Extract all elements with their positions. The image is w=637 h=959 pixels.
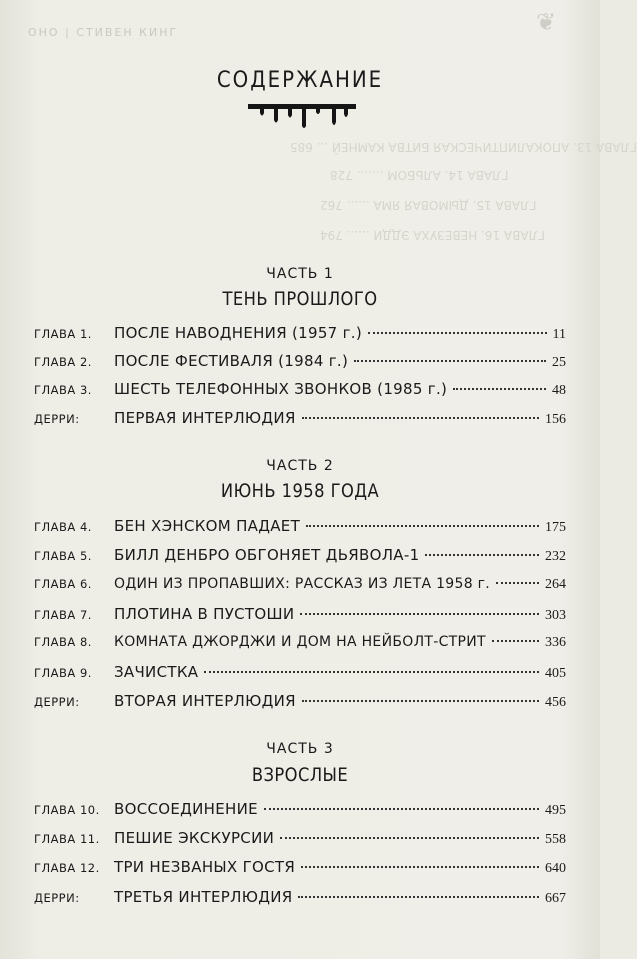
- entry-title: ЗАЧИСТКА: [114, 663, 199, 681]
- bleed-through-text: ГЛАВА 15. ДЫМОВАЯ ЯМА ...... 762: [320, 198, 537, 212]
- dot-leader: [354, 360, 546, 362]
- entry-title: ШЕСТЬ ТЕЛЕФОННЫХ ЗВОНКОВ (1985 г.): [114, 380, 448, 398]
- dot-leader: [298, 896, 539, 898]
- entry-title: ОДИН ИЗ ПРОПАВШИХ: РАССКАЗ ИЗ ЛЕТА 1958 г.: [114, 576, 491, 592]
- entry-title: КОМНАТА ДЖОРДЖИ И ДОМ НА НЕЙБОЛТ-СТРИТ: [114, 634, 486, 650]
- bleed-through-text: ГЛАВА 14. АЛЬБОМ ....... 728: [330, 168, 509, 182]
- entry-page: 232: [545, 549, 566, 564]
- entry-page: 303: [545, 608, 566, 623]
- toc-entry[interactable]: [34, 324, 566, 346]
- entry-prefix: ГЛАВА 9.: [34, 666, 92, 680]
- decorative-ornament-icon: ❦: [536, 9, 557, 36]
- entry-prefix: ГЛАВА 2.: [34, 355, 92, 369]
- dot-leader: [306, 525, 539, 527]
- entry-page: 558: [545, 832, 566, 847]
- entry-page: 25: [552, 355, 566, 370]
- part-3-title: ВЗРОСЛЫЕ: [251, 764, 349, 786]
- entry-prefix: ДЕРРИ:: [34, 695, 80, 709]
- toc-entry[interactable]: [34, 409, 566, 431]
- toc-entry[interactable]: [34, 380, 566, 402]
- toc-entry[interactable]: [34, 546, 566, 568]
- entry-page: 495: [545, 803, 566, 818]
- toc-entry[interactable]: [34, 829, 566, 851]
- entry-title: ВТОРАЯ ИНТЕРЛЮДИЯ: [114, 692, 296, 710]
- entry-prefix: ГЛАВА 8.: [34, 635, 92, 649]
- part-1-title: ТЕНЬ ПРОШЛОГО: [222, 288, 378, 310]
- toc-entry[interactable]: [34, 888, 566, 910]
- entry-page: 264: [545, 577, 566, 592]
- entry-prefix: ГЛАВА 10.: [34, 803, 100, 817]
- part-2-label: ЧАСТЬ 2: [266, 458, 334, 474]
- dripping-ornament-icon: [248, 100, 356, 130]
- dot-leader: [453, 388, 546, 390]
- dot-leader: [301, 866, 539, 868]
- entry-title: ПЕРВАЯ ИНТЕРЛЮДИЯ: [114, 409, 296, 427]
- bleed-through-text: ГЛАВА 16. НЕВЕЗУХА ЭДДИ ...... 794: [320, 228, 545, 242]
- entry-prefix: ГЛАВА 6.: [34, 577, 92, 591]
- entry-title: БИЛЛ ДЕНБРО ОБГОНЯЕТ ДЬЯВОЛА-1: [114, 546, 420, 564]
- entry-prefix: ГЛАВА 7.: [34, 608, 92, 622]
- entry-title: ПОСЛЕ НАВОДНЕНИЯ (1957 г.): [114, 324, 362, 342]
- entry-prefix: ГЛАВА 11.: [34, 832, 100, 846]
- entry-page: 156: [545, 412, 566, 427]
- entry-page: 405: [545, 666, 566, 681]
- toc-entry[interactable]: [34, 517, 566, 539]
- entry-title: ПОСЛЕ ФЕСТИВАЛЯ (1984 г.): [114, 352, 349, 370]
- toc-entry[interactable]: [34, 634, 566, 656]
- dot-leader: [300, 613, 539, 615]
- entry-page: 456: [545, 695, 566, 710]
- toc-entry[interactable]: [34, 576, 566, 598]
- dot-leader: [280, 837, 539, 839]
- entry-prefix: ГЛАВА 3.: [34, 383, 92, 397]
- entry-page: 11: [552, 327, 566, 342]
- entry-prefix: ДЕРРИ:: [34, 891, 80, 905]
- entry-prefix: ДЕРРИ:: [34, 412, 80, 426]
- dot-leader: [425, 554, 539, 556]
- entry-prefix: ГЛАВА 5.: [34, 549, 92, 563]
- entry-page: 48: [552, 383, 566, 398]
- entry-title: ТРЕТЬЯ ИНТЕРЛЮДИЯ: [114, 888, 293, 906]
- part-3-label: ЧАСТЬ 3: [266, 741, 334, 757]
- dot-leader: [492, 640, 539, 642]
- dot-leader: [302, 417, 539, 419]
- toc-entry[interactable]: [34, 800, 566, 822]
- running-head: ОНО | СТИВЕН КИНГ: [28, 26, 179, 39]
- entry-page: 667: [545, 891, 566, 906]
- entry-page: 336: [545, 635, 566, 650]
- entry-prefix: ГЛАВА 12.: [34, 861, 100, 875]
- toc-entry[interactable]: [34, 663, 566, 685]
- entry-page: 175: [545, 520, 566, 535]
- entry-title: ВОССОЕДИНЕНИЕ: [114, 800, 258, 818]
- toc-heading: СОДЕРЖАНИЕ: [216, 68, 384, 93]
- toc-entry[interactable]: [34, 692, 566, 714]
- entry-title: БЕН ХЭНСКОМ ПАДАЕТ: [114, 517, 301, 535]
- entry-page: 640: [545, 861, 566, 876]
- toc-entry[interactable]: [34, 858, 566, 880]
- entry-title: ПЛОТИНА В ПУСТОШИ: [114, 605, 295, 623]
- part-1-label: ЧАСТЬ 1: [266, 266, 334, 282]
- toc-entry[interactable]: [34, 352, 566, 374]
- entry-prefix: ГЛАВА 1.: [34, 327, 92, 341]
- bleed-through-text: ГЛАВА 13. АПОКАЛИПТИЧЕСКАЯ БИТВА КАМНЕЙ ... 685: [290, 140, 637, 154]
- entry-title: ПЕШИЕ ЭКСКУРСИИ: [114, 829, 275, 847]
- dot-leader: [496, 582, 539, 584]
- dot-leader: [204, 671, 539, 673]
- part-2-title: ИЮНЬ 1958 ГОДА: [220, 480, 380, 502]
- entry-prefix: ГЛАВА 4.: [34, 520, 92, 534]
- entry-title: ТРИ НЕЗВАНЫХ ГОСТЯ: [114, 858, 296, 876]
- dot-leader: [368, 332, 547, 334]
- dot-leader: [302, 700, 539, 702]
- dot-leader: [264, 808, 539, 810]
- toc-entry[interactable]: [34, 605, 566, 627]
